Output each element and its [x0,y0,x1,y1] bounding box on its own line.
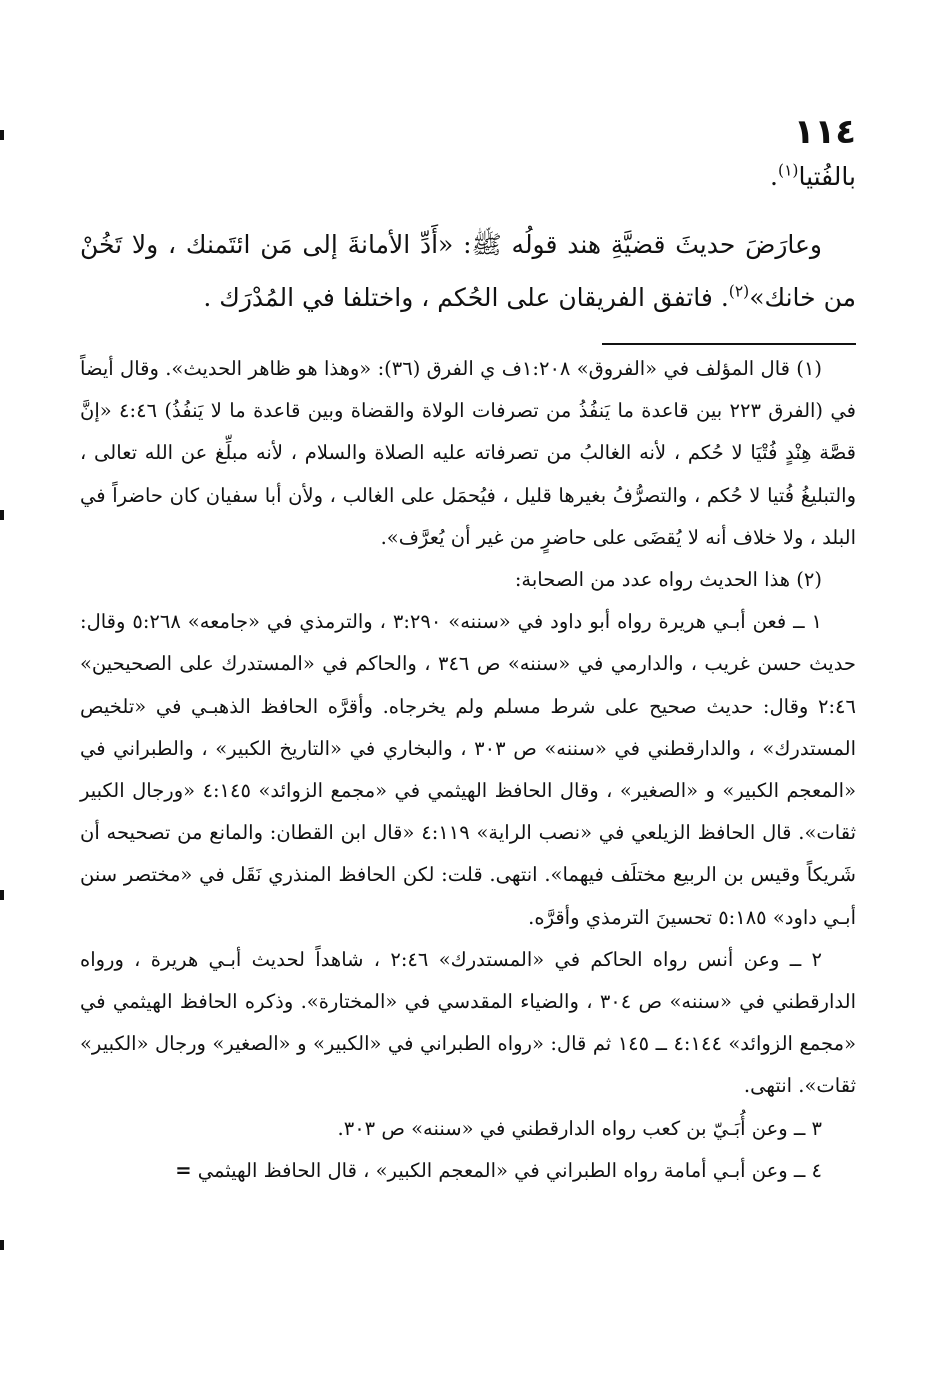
footnote-2-intro: (٢) هذا الحديث رواه عدد من الصحابة: [514,568,822,592]
para1-end: . [770,162,778,191]
main-paragraph-2 [80,218,856,324]
footnote-2-item-4-text: ٤ ــ وعن أبـي أمامة رواه الطبراني في «المعجم الكبير» ، قال الحافظ الهيثمي [197,1158,822,1182]
footnote-2-item-3: ٣ ــ وعن أُبَـيّ بن كعب رواه الدارقطني في «سننه» ص ٣٠٣. [337,1116,822,1140]
footnote-2-item-4 [80,1150,856,1192]
para1-text: بالفُتيا [798,162,856,191]
footnote-1: (١) قال المؤلف في «الفروق» ١:٢٠٨ف ي الفرق (٣٦): «وهذا هو ظاهر الحديث». وقال أيضاً في (الفرق ٢٢٣ بين قاعدة ما يَنفُذُ من تصرفات الولاة والقضاة وبين قاعدة ما لا يَنفُذُ) ٤:٤٦ «إنَّ قصَّة هِنْدٍ فُتْيَا لا حُكم ، لأنه الغالبُ من تصرفاته عليه الصلاة والسلام ، لأنه مبلِّغ عن الله تعالى ، والتبليغُ فُتيا لا حُكم ، والتصرُّفُ بغيرها قليل ، فيُحمَل على الغالب ، ولأن أبا سفيان كان حاضراً في البلد ، ولا خلاف أنه لا يُقضَى على حاضرٍ من غير أن يُعرَّف». [80,357,856,549]
footnote-ref-2[interactable]: (٢) [728,282,750,301]
margin-mark [0,130,4,140]
para2-end: . فاتفق الفريقان على الحُكم ، واختلفا في المُدْرَك . [203,283,729,312]
margin-mark [0,510,4,520]
page-number: ١١٤ [793,112,856,152]
continuation-mark: = [175,1158,192,1182]
footnote-separator [602,343,856,345]
margin-mark [0,890,4,900]
footnote-2-item-2: ٢ ــ وعن أنس رواه الحاكم في «المستدرك» ٢:٤٦ ، شاهداً لحديث أبـي هريرة ، ورواه الدارقطني في «سننه» ص ٣٠٤ ، والضياء المقدسي في «المختارة». وذكره الحافظ الهيثمي في «مجمع الزوائد» ٤:١٤٤ ــ ١٤٥ ثم قال: «رواه الطبراني في «الكبير» و «الصغير» ورجال «الكبير» ثقات». انتهى. [80,947,856,1098]
footnote-2-item-1: ١ ــ فعن أبـي هريرة رواه أبو داود في «سننه» ٣:٢٩٠ ، والترمذي في «جامعه» ٥:٢٦٨ وقال: حديث حسن غريب ، والدارمي في «سننه» ص ٣٤٦ ، والحاكم في «المستدرك على الصحيحين» ٢:٤٦ وقال: حديث صحيح على شرط مسلم ولم يخرجاه. وأقرَّه الحافظ الذهبـي في «تلخيص المستدرك» ، والدارقطني في «سننه» ص ٣٠٣ ، والبخاري في «التاريخ الكبير» ، والطبراني في «المعجم الكبير» و «الصغير» ، وقال الحافظ الهيثمي في «مجمع الزوائد» ٤:١٤٥ «ورجال الكبير ثقات». قال الحافظ الزيلعي في «نصب الراية» ٤:١١٩ «قال ابن القطان: والمانع من تصحيحه أن شَريكاً وقيس بن الربيع مختلَف فيهما». انتهى. قلت: لكن الحافظ المنذري نَقَل في «مختصر سنن أبـي داود» ٥:١٨٥ تحسينَ الترمذي وأقرَّه. [80,610,856,929]
margin-mark [0,1240,4,1250]
main-paragraph-1 [80,150,856,203]
footnote-ref-1[interactable]: (١) [778,161,799,180]
footnotes [80,348,856,1192]
para2-text: وعارَضَ حديثَ قضيَّةِ هند قولُه ﷺ: «أَدِّ الأمانةَ إلى مَن ائتَمنك ، ولا تَخُنْ من خانك» [80,230,856,312]
